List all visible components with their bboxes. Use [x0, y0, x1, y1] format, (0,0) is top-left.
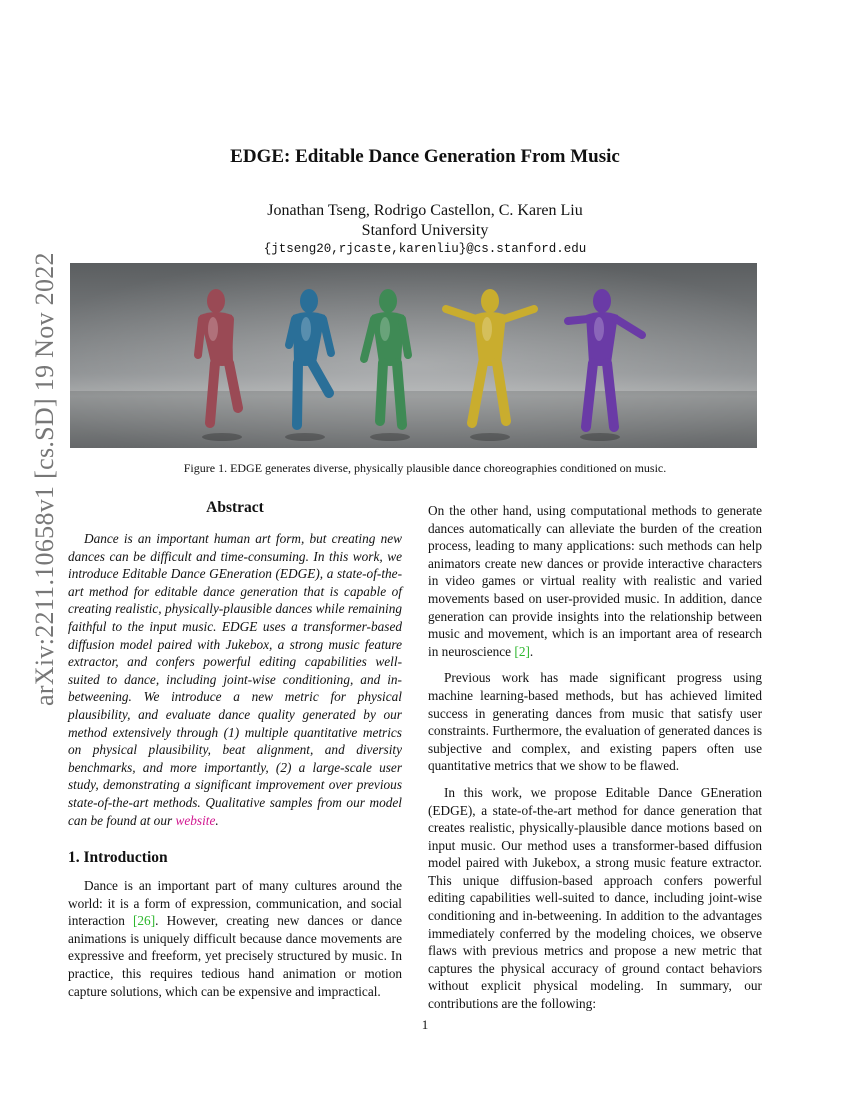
- abstract-end: .: [215, 812, 219, 828]
- page-number: 1: [421, 1017, 429, 1032]
- author-block: [0, 201, 850, 241]
- author-emails: {jtseng20,rjcaste,karenliu}@cs.stanford.edu: [263, 242, 587, 256]
- right-column: [428, 502, 762, 1013]
- paper-title: EDGE: Editable Dance Generation From Music: [230, 146, 620, 167]
- affiliation: Stanford University: [361, 222, 489, 239]
- abstract-heading: Abstract: [206, 499, 264, 516]
- right-para-1: On the other hand, using computational methods to generate dances automatically can alleviate the burden of the creation process, leading to many applications: such methods can help animators create new dances or provide interactive characters in video games or virtual reality with realistic and varied movements based on user-provided music. In addition, dance generation can provide insights into the relationship between music and movement, which is an important area of research in neuroscience: [428, 503, 762, 659]
- figure-caption: Figure 1. EDGE generates diverse, physically plausible dance choreographies conditioned on music.: [183, 461, 667, 475]
- authors: Jonathan Tseng, Rodrigo Castellon, C. Karen Liu: [267, 202, 583, 219]
- arxiv-watermark: [30, 252, 59, 706]
- right-para-1-end: .: [529, 643, 534, 659]
- intro-text-cont: . However, creating new dances or dance animations is uniquely difficult because dance movements are expressive and freeform, yet precisely structured by music. In practice, this requires tedious hand animation or motion capture solutions, which can be expensive and impractical.: [68, 913, 402, 999]
- section-heading-introduction: 1. Introduction: [68, 849, 168, 866]
- right-para-2: Previous work has made significant progress using machine learning-based methods, but has achieved limited success in generating dances from music that satisfy user constraints. Furthermore, the evaluation of generated dances is subjective and complex, and existing papers often use quantitative metrics that we show to be flawed.: [428, 670, 762, 774]
- teaser-figure: [70, 263, 757, 448]
- intro-text: Dance is an important part of many cultures around the world: it is a form of expression, communication, and social interaction: [68, 878, 402, 929]
- introduction-body: [68, 877, 402, 1000]
- arxiv-id: arXiv:2211.10658v1 [cs.SD] 19 Nov 2022: [30, 252, 59, 706]
- right-para-3: In this work, we propose Editable Dance GEneration (EDGE), a state-of-the-art method for dance generation that creates realistic, physically-plausible dance motions based on input music. Our method uses a transformer-based diffusion model paired with Jukebox, a strong music feature extractor. This unique diffusion-based approach confers powerful editing capabilities well-suited to dance, including joint-wise conditioning and in-betweening. In addition to the advantages immediately conferred by the modeling choices, we observe flaws with previous metrics and propose a new metric that captures the physical accuracy of ground contact behaviors without explicit physical modeling. In summary, our contributions are the following:: [428, 784, 762, 1012]
- website-link[interactable]: website: [175, 812, 216, 828]
- citation-2[interactable]: [2]: [514, 643, 530, 659]
- abstract-text: Dance is an important human art form, but creating new dances can be difficult and time-consuming. In this work, we introduce Editable Dance GEneration (EDGE), a state-of-the-art method for editable dance generation that is capable of creating realistic, physically-plausible dances while remaining faithful to the input music. EDGE uses a transformer-based diffusion model paired with Jukebox, a strong music feature extractor, and confers powerful editing capabilities well-suited to dance, including joint-wise conditioning, and in-betweening. We introduce a new metric for physical plausibility, and evaluate dance quality generated by our method extensively through (1) multiple quantitative metrics on physical plausibility, beat alignment, and diversity benchmarks, and more importantly, (2) a large-scale user study, demonstrating a significant improvement over previous state-of-the-art methods. Qualitative samples from our model can be found at our: [68, 531, 402, 828]
- citation-26[interactable]: [26]: [132, 913, 156, 929]
- abstract-body: [68, 530, 402, 829]
